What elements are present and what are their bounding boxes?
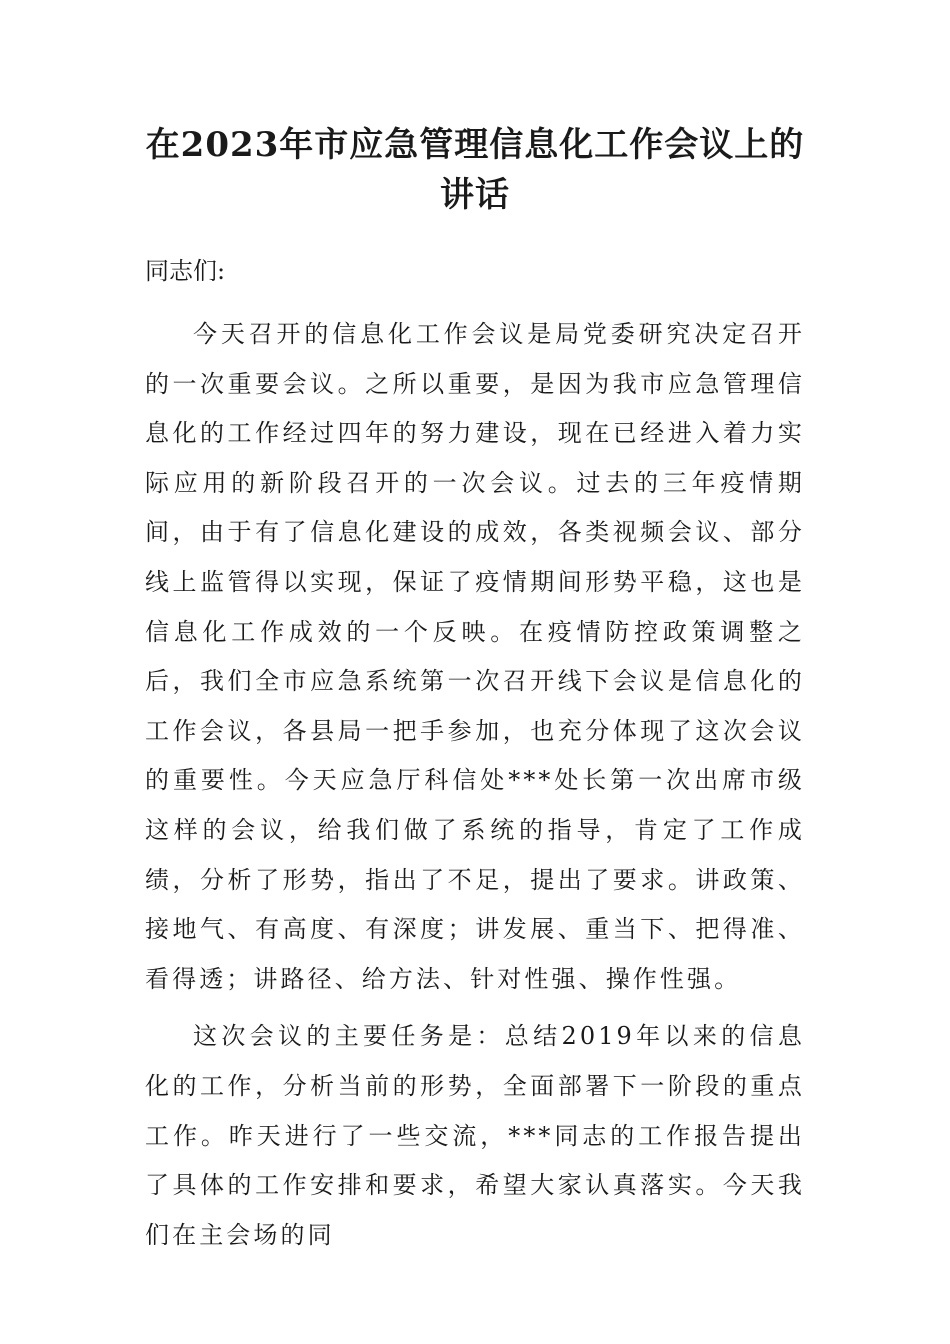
salutation: 同志们: <box>145 257 226 285</box>
paragraph-1: 今天召开的信息化工作会议是局党委研究决定召开的一次重要会议。之所以重要，是因为我市应急管理信息化的工作经过四年的努力建设，现在已经进入着力实际应用的新阶段召开的一次会议。过去的三年疫情期间，由于有了信息化建设的成效，各类视频会议、部分线上监管得以实现，保证了疫情期间形势平稳，这也是信息化工作成效的一个反映。在疫情防控政策调整之后，我们全市应急系统第一次召开线下会议是信息化的工作会议，各县局一把手参加，也充分体现了这次会议的重要性。今天应急厅科信处***处长第一次出席市级这样的会议，给我们做了系统的指导，肯定了工作成绩，分析了形势，指出了不足，提出了要求。讲政策、接地气、有高度、有深度；讲发展、重当下、把得准、看得透；讲路径、给方法、针对性强、操作性强。 <box>145 320 805 993</box>
paragraph-2: 这次会议的主要任务是：总结2019年以来的信息化的工作，分析当前的形势，全面部署下一阶段的重点工作。昨天进行了一些交流，***同志的工作报告提出了具体的工作安排和要求，希望大家认真落实。今天我们在主会场的同 <box>145 1022 805 1249</box>
document-title: 在2023年市应急管理信息化工作会议上的讲话 <box>145 125 805 215</box>
document-page <box>145 120 805 1268</box>
